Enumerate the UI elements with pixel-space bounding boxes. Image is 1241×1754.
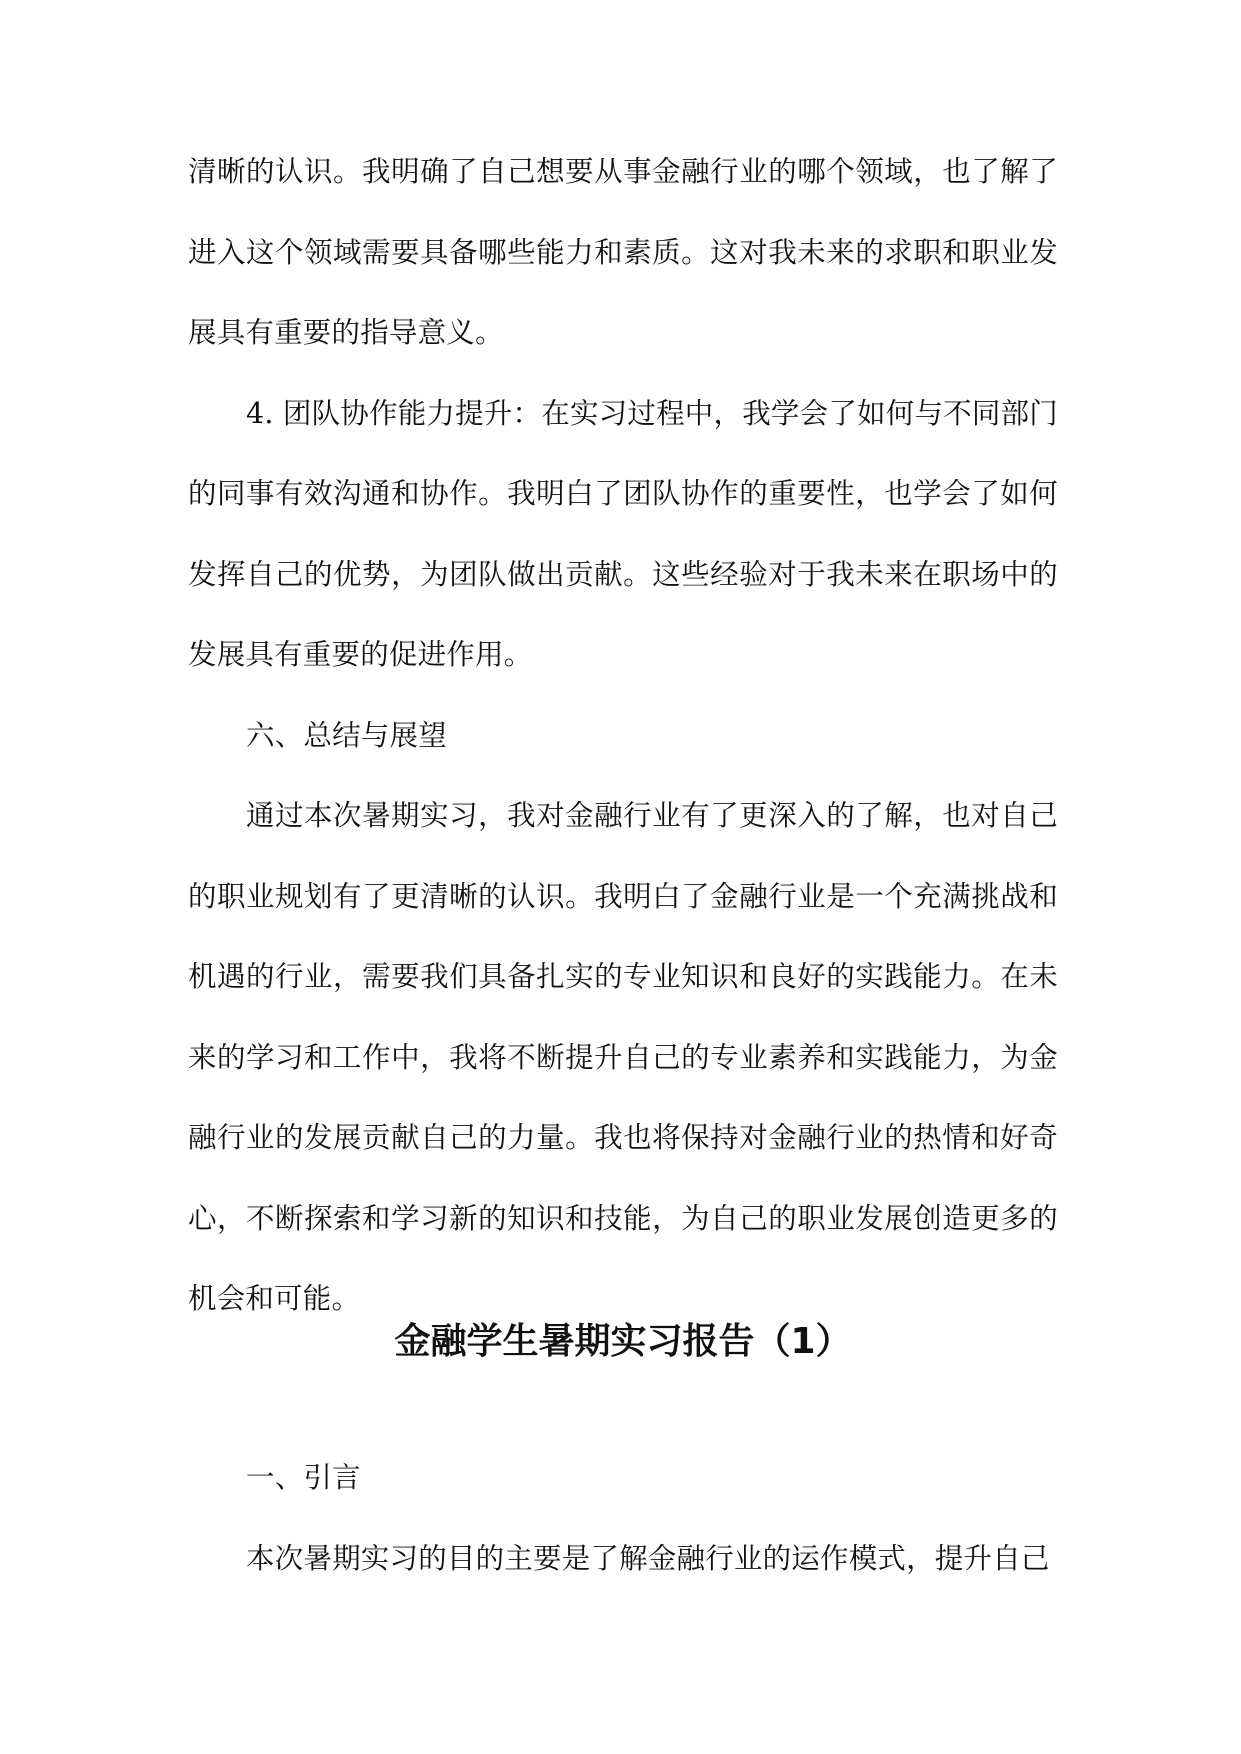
- paragraph-summary: 通过本次暑期实习，我对金融行业有了更深入的了解，也对自己的职业规划有了更清晰的认识。我明白了金融行业是一个充满挑战和机遇的行业，需要我们具备扎实的专业知识和良好的实践能力。在未来的学习和工作中，我将不断提升自己的专业素养和实践能力，为金融行业的发展贡献自己的力量。我也将保持对金融行业的热情和好奇心，不断探索和学习新的知识和技能，为自己的职业发展创造更多的机会和可能。: [188, 799, 1058, 1315]
- section-heading-summary: 六、总结与展望: [246, 718, 447, 752]
- paragraph-continuation: 清晰的认识。我明确了自己想要从事金融行业的哪个领域，也了解了进入这个领域需要具备哪些能力和素质。这对我未来的求职和职业发展具有重要的指导意义。: [188, 155, 1058, 349]
- paragraph-item-4: 4. 团队协作能力提升：在实习过程中，我学会了如何与不同部门的同事有效沟通和协作。我明白了团队协作的重要性，也学会了如何发挥自己的优势，为团队做出贡献。这些经验对于我未来在职场中的发展具有重要的促进作用。: [188, 396, 1058, 671]
- paragraph-introduction: 本次暑期实习的目的主要是了解金融行业的运作模式，提升自己: [246, 1541, 1050, 1575]
- body-text-lower: [188, 1438, 1058, 1599]
- body-text-upper: [188, 132, 1058, 1340]
- section-heading-introduction: 一、引言: [246, 1461, 361, 1494]
- report-title: 金融学生暑期实习报告（1）: [394, 1321, 852, 1362]
